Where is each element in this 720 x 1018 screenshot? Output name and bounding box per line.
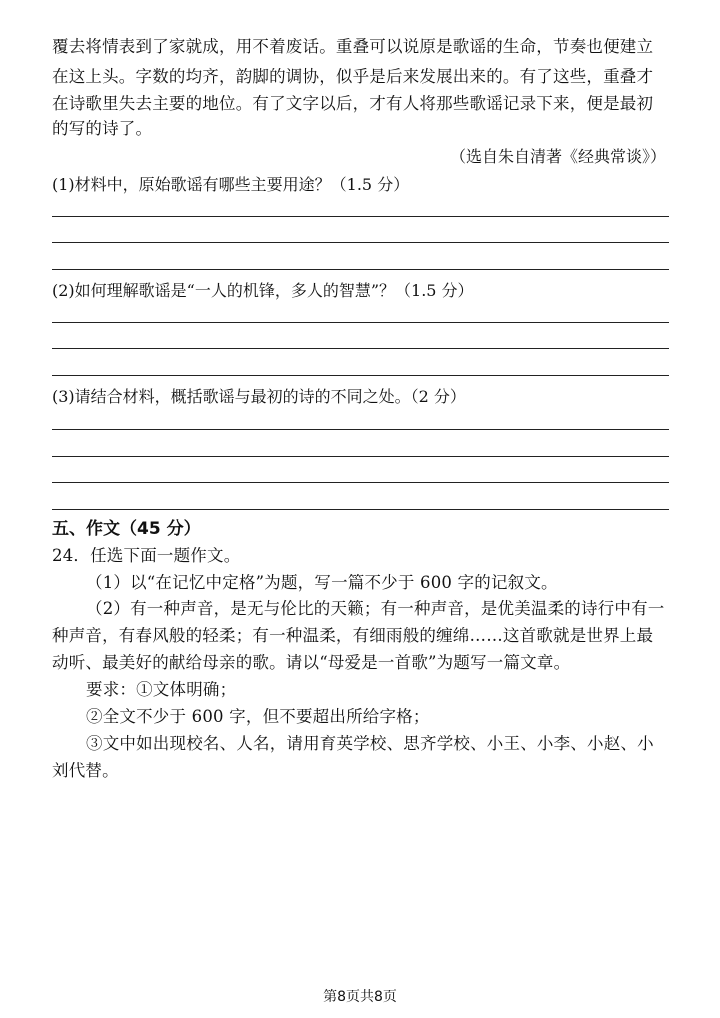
question-1: (1)材料中，原始歌谣有哪些主要用途？（1.5 分）: [52, 175, 410, 194]
answer-line[interactable]: [52, 242, 669, 243]
page-number: 第8页共8页: [323, 989, 397, 1005]
essay-requirement: ③文中如出现校名、人名，请用育英学校、思齐学校、小王、小李、小赵、小: [86, 734, 654, 753]
answer-line[interactable]: [52, 322, 669, 323]
question-3: (3)请结合材料，概括歌谣与最初的诗的不同之处。（2 分）: [52, 387, 466, 406]
answer-line[interactable]: [52, 216, 669, 217]
passage-line: 在这上头。字数的均齐，韵脚的调协，似乎是后来发展出来的。有了这些，重叠才: [52, 67, 654, 86]
essay-requirement: ②全文不少于 600 字，但不要超出所给字格；: [86, 707, 430, 726]
answer-line[interactable]: [52, 456, 669, 457]
passage-line: 的写的诗了。: [52, 119, 153, 138]
essay-requirement: 刘代替。: [52, 761, 119, 780]
answer-line[interactable]: [52, 509, 669, 510]
essay-requirement: 要求：①文体明确；: [86, 680, 237, 699]
question-2: (2)如何理解歌谣是“一人的机锋，多人的智慧”？（1.5 分）: [52, 281, 474, 300]
passage-line: 在诗歌里失去主要的地位。有了文字以后，才有人将那些歌谣记录下来，便是最初: [52, 94, 654, 113]
essay-task: 24．任选下面一题作文。: [52, 546, 241, 565]
answer-line[interactable]: [52, 269, 669, 270]
passage-source: （选自朱自清著《经典常谈》）: [449, 147, 666, 166]
answer-line[interactable]: [52, 429, 669, 430]
essay-line: 动听、最美好的献给母亲的歌。请以“母爱是一首歌”为题写一篇文章。: [52, 653, 571, 672]
answer-line[interactable]: [52, 482, 669, 483]
passage-line: 覆去将情表到了家就成，用不着废话。重叠可以说原是歌谣的生命，节奏也便建立: [52, 37, 654, 56]
section-title: 五、作文（45 分）: [52, 519, 201, 539]
essay-line: （1）以“在记忆中定格”为题，写一篇不少于 600 字的记叙文。: [86, 573, 558, 592]
essay-line: 种声音，有春风般的轻柔；有一种温柔，有细雨般的缠绵……这首歌就是世界上最: [52, 626, 654, 645]
answer-line[interactable]: [52, 375, 669, 376]
essay-line: （2）有一种声音，是无与伦比的天籁；有一种声音，是优美温柔的诗行中有一: [86, 599, 665, 618]
answer-line[interactable]: [52, 348, 669, 349]
